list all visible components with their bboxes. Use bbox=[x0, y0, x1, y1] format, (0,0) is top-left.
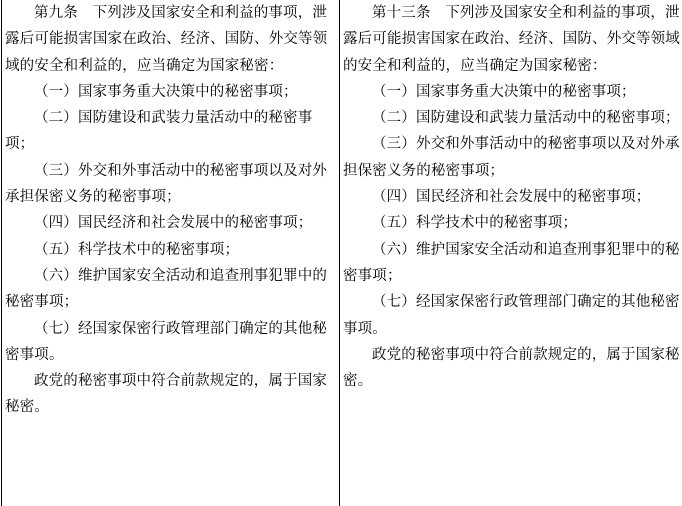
right-column bbox=[340, 0, 682, 506]
comparison-row bbox=[2, 0, 682, 506]
comparison-table bbox=[1, 0, 682, 506]
article-9-item-1: （一）国家事务重大决策中的秘密事项； bbox=[34, 83, 298, 100]
article-13-item-5: （五）科学技术中的秘密事项； bbox=[372, 215, 578, 232]
article-9-item-5: （五）科学技术中的秘密事项； bbox=[34, 241, 240, 258]
article-13-item-4: （四）国民经济和社会发展中的秘密事项； bbox=[372, 189, 651, 206]
article-13-item-3: （三）外交和外事活动中的秘密事项以及对外承担保密义务的秘密事项； bbox=[343, 136, 680, 179]
article-13-item-1: （一）国家事务重大决策中的秘密事项； bbox=[372, 83, 636, 100]
article-13-item-6: （六）维护国家安全活动和追查刑事犯罪中的秘密事项； bbox=[343, 241, 680, 284]
article-9-closing: 政党的秘密事项中符合前款规定的，属于国家秘密。 bbox=[5, 373, 327, 416]
left-column bbox=[2, 0, 340, 506]
article-9-item-3: （三）外交和外事活动中的秘密事项以及对外承担保密义务的秘密事项； bbox=[5, 162, 327, 206]
article-13-item-7: （七）经国家保密行政管理部门确定的其他秘密事项。 bbox=[343, 294, 680, 337]
article-9-item-4: （四）国民经济和社会发展中的秘密事项； bbox=[34, 215, 313, 232]
article-9-item-2: （二）国防建设和武装力量活动中的秘密事项； bbox=[5, 110, 313, 153]
article-9-item-6: （六）维护国家安全活动和追查刑事犯罪中的秘密事项； bbox=[5, 267, 327, 311]
article-9-intro: 第九条 下列涉及国家安全和利益的事项，泄露后可能损害国家在政治、经济、国防、外交等领域的安全和利益的，应当确定为国家秘密： bbox=[5, 5, 328, 74]
article-13-closing: 政党的秘密事项中符合前款规定的，属于国家秘密。 bbox=[343, 346, 680, 390]
article-13-intro: 第十三条 下列涉及国家安全和利益的事项，泄露后可能损害国家在政治、经济、国防、外交等领域的安全和利益的，应当确定为国家秘密： bbox=[343, 5, 680, 74]
article-9-item-7: （七）经国家保密行政管理部门确定的其他秘密事项。 bbox=[5, 320, 327, 363]
article-13-item-2: （二）国防建设和武装力量活动中的秘密事项； bbox=[372, 110, 680, 127]
